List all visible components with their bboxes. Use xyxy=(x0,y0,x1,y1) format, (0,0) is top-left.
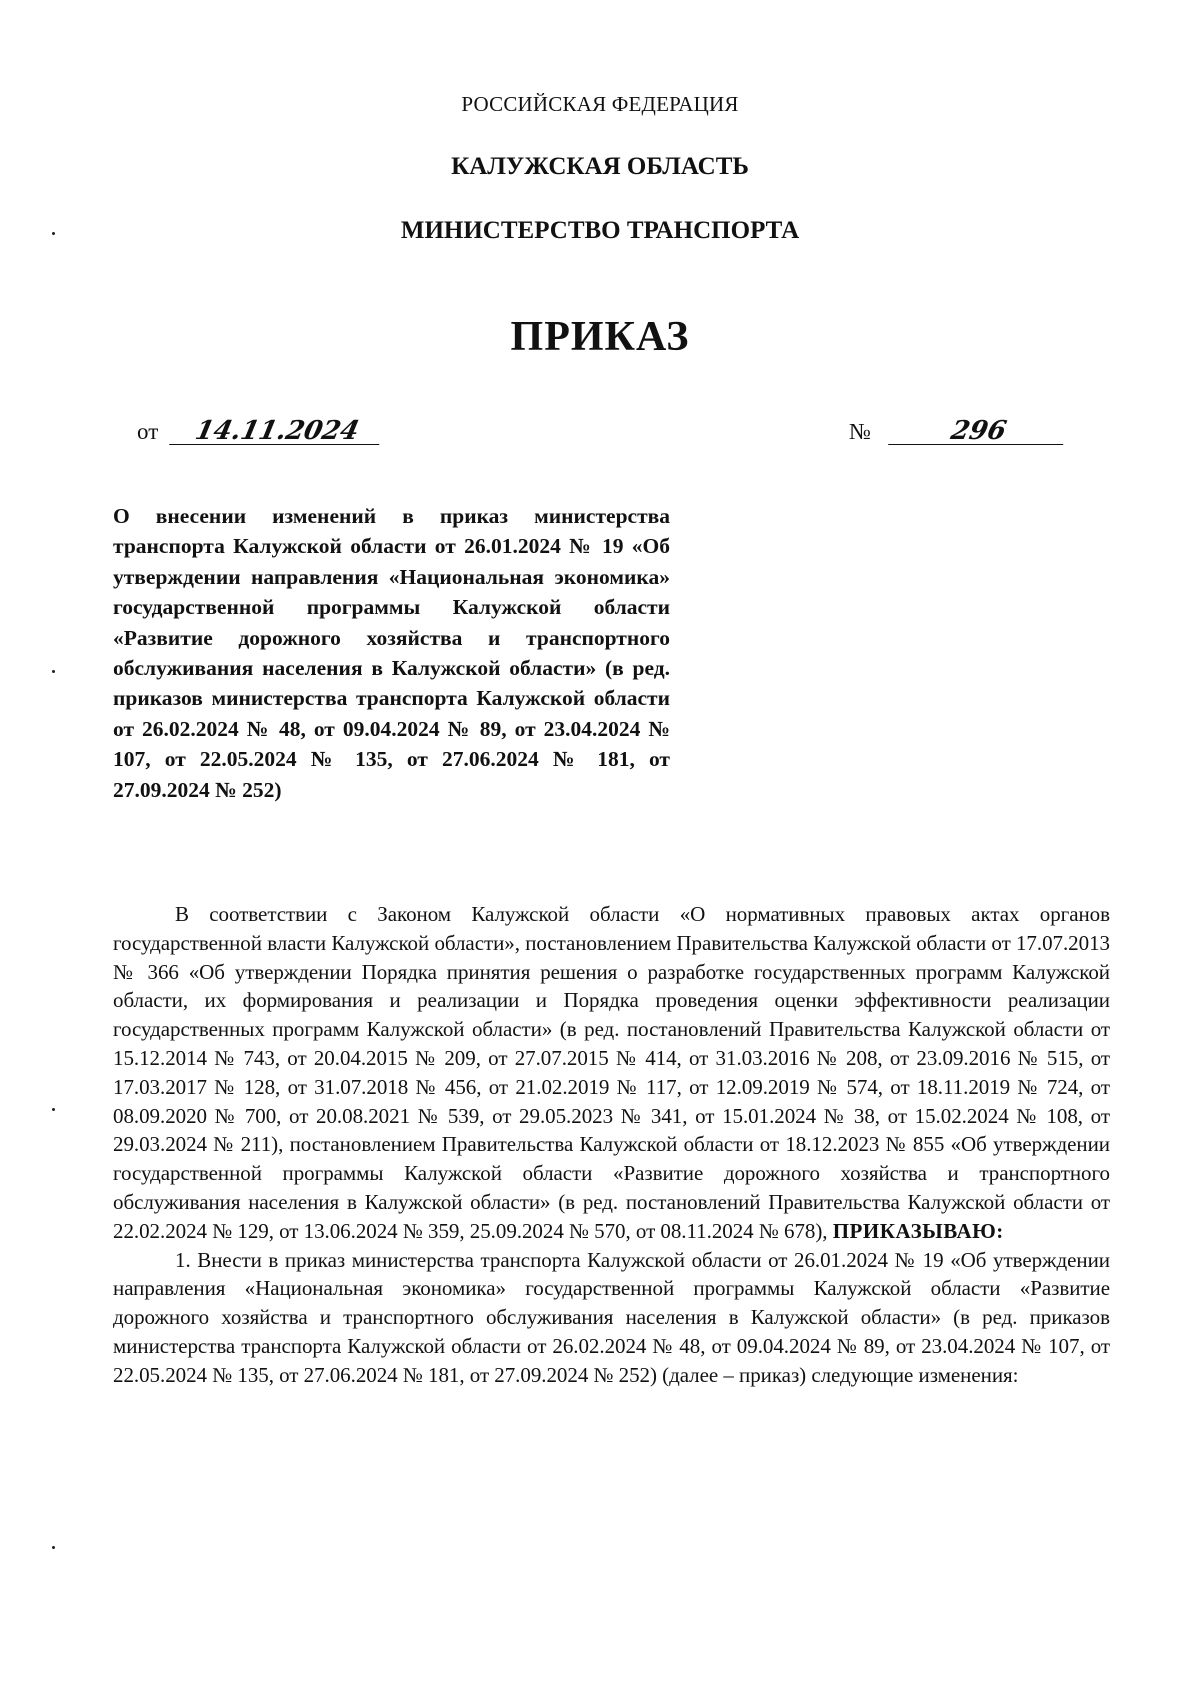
document-subject: О внесении изменений в приказ министерства транспорта Калужской области от 26.01.2024 № 19 «Об утверждении направления «Национальная экономика» государственной программы Калужской области «Развитие дорожного хозяйства и транспортного обслуживания населения в Калужской области» (в ред. приказов министерства транспорта Калужской области от 26.02.2024 № 48, от 09.04.2024 № 89, от 23.04.2024 № 107, от 22.05.2024 № 135, от 27.06.2024 № 181, от 27.09.2024 № 252) xyxy=(113,504,670,802)
document-body xyxy=(113,900,1110,1390)
number-prefix: № xyxy=(849,419,871,444)
date-prefix: от xyxy=(137,419,159,444)
item-1-paragraph: 1. Внести в приказ министерства транспорта Калужской области от 26.01.2024 № 19 «Об утверждении направления «Национальная экономика» государственной программы Калужской области «Развитие дорожного хозяйства и транспортного обслуживания населения в Калужской области» (в ред. приказов министерства транспорта Калужской области от 26.02.2024 № 48, от 09.04.2024 № 89, от 23.04.2024 № 107, от 22.05.2024 № 135, от 27.06.2024 № 181, от 27.09.2024 № 252) (далее – приказ) следующие изменения: xyxy=(113,1247,1110,1387)
document-type-title: ПРИКАЗ xyxy=(510,314,690,360)
number-value: 296 xyxy=(888,418,1069,445)
scan-mark xyxy=(52,670,55,673)
scan-mark xyxy=(52,1546,55,1549)
preamble-text: В соответствии с Законом Калужской области «О нормативных правовых актах органов государственной власти Калужской области», постановлением Правительства Калужской области от 17.07.2013 № 366 «Об утверждении Порядка принятия решения о разработке государственных программ Калужской области, их формирования и реализации и Порядка проведения оценки эффективности реализации государственных программ Калужской области» (в ред. постановлений Правительства Калужской области от 15.12.2014 № 743, от 20.04.2015 № 209, от 27.07.2015 № 414, от 31.03.2016 № 208, от 23.09.2016 № 515, от 17.03.2017 № 128, от 31.07.2018 № 456, от 21.02.2019 № 117, от 12.09.2019 № 574, от 18.11.2019 № 724, от 08.09.2020 № 700, от 20.08.2021 № 539, от 29.05.2023 № 341, от 15.01.2024 № 38, от 15.02.2024 № 108, от 29.03.2024 № 211), постановлением Правительства Калужской области от 18.12.2023 № 855 «Об утверждении государственной программы Калужской области «Развитие дорожного хозяйства и транспортного обслуживания населения в Калужской области» (в ред. постановлений Правительства Калужской области от 22.02.2024 № 129, от 13.06.2024 № 359, 25.09.2024 № 570, от 08.11.2024 № 678), xyxy=(113,902,1110,1243)
order-word: ПРИКАЗЫВАЮ: xyxy=(832,1218,1004,1243)
document-number xyxy=(849,418,1066,445)
region-heading: КАЛУЖСКАЯ ОБЛАСТЬ xyxy=(451,153,749,180)
ministry-heading: МИНИСТЕРСТВО ТРАНСПОРТА xyxy=(400,217,800,244)
preamble-paragraph xyxy=(113,900,1110,1246)
scan-mark xyxy=(52,232,55,235)
date-value: 14.11.2024 xyxy=(169,418,385,445)
country-heading: РОССИЙСКАЯ ФЕДЕРАЦИЯ xyxy=(461,92,739,116)
scan-mark xyxy=(52,1108,55,1111)
document-date xyxy=(137,418,382,445)
